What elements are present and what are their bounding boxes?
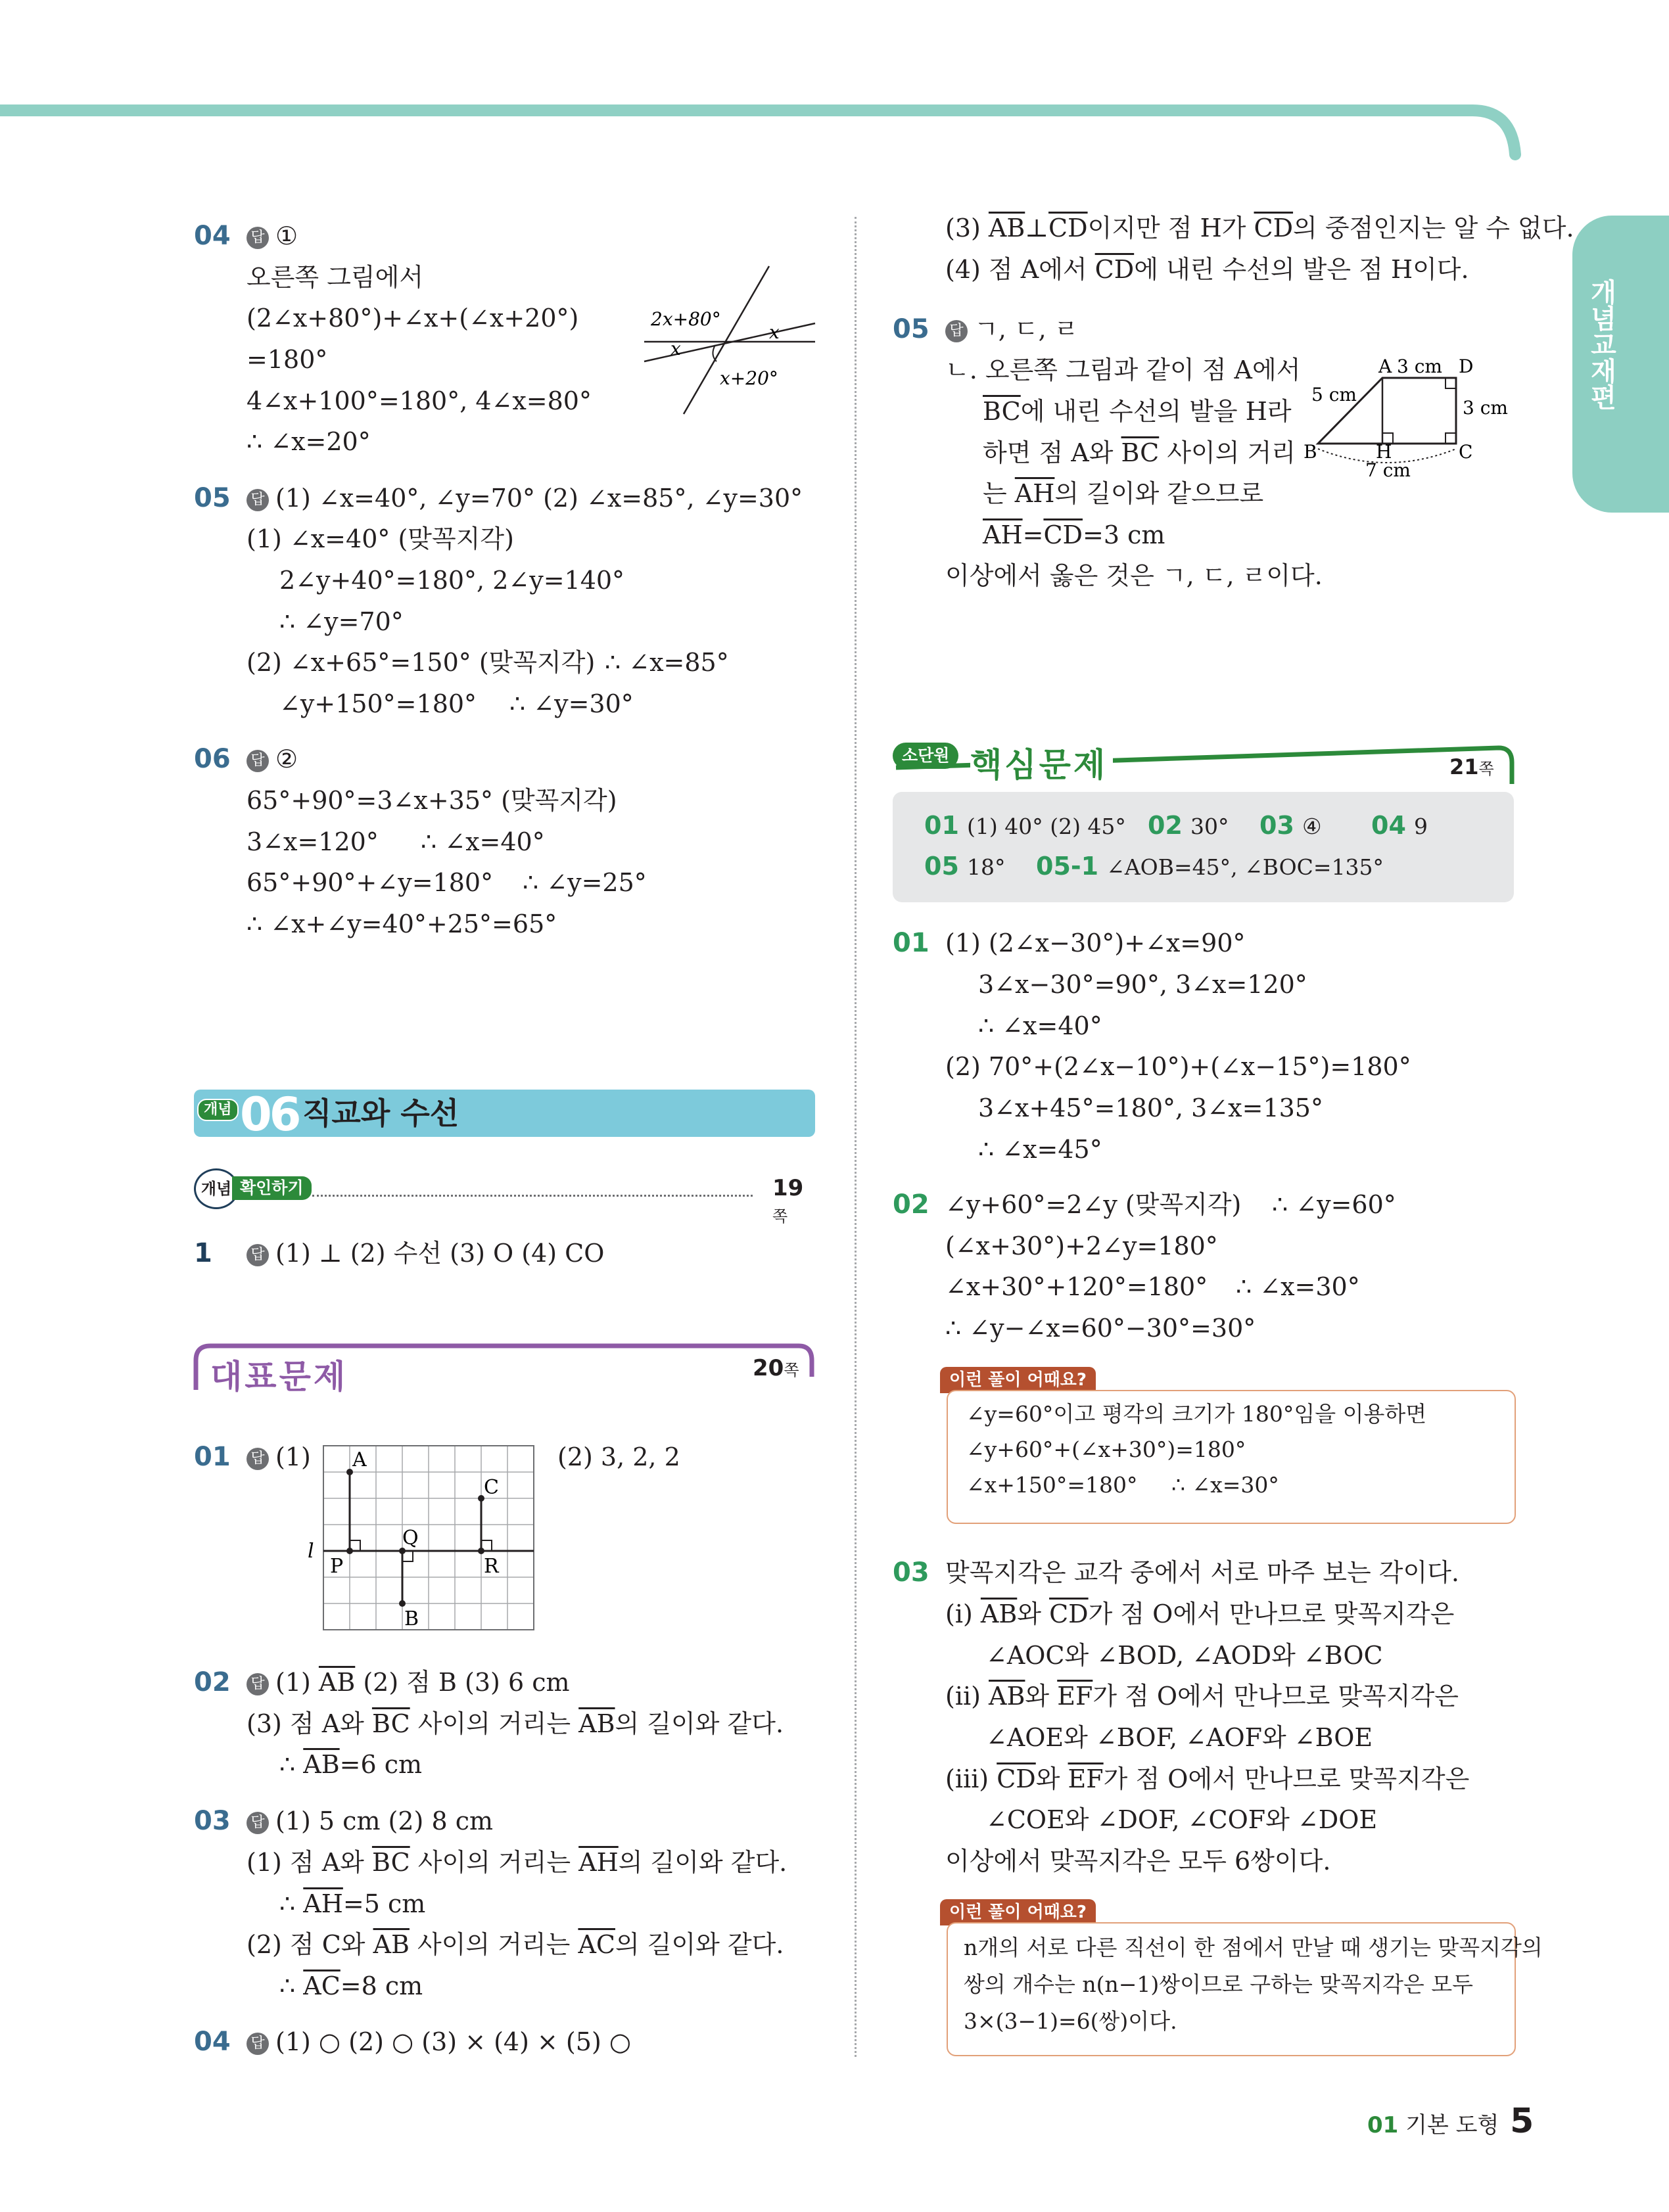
core-answer-summary: 01 (1) 40° (2) 45° 02 30° 03 ④ 04 9 05 18° 05-1 ∠AOB=45°, ∠BOC=135° [893, 792, 1514, 902]
c03-line: ∠AOE와 ∠BOF, ∠AOF와 ∠BOE [986, 1723, 1373, 1752]
svg-text:Q: Q [402, 1527, 419, 1550]
rq05-trapezoid-figure [1298, 352, 1522, 483]
answer-badge-icon: 답 [247, 1244, 269, 1266]
rq05-answer: 답 ㄱ, ㄷ, ㄹ [945, 313, 1078, 346]
answer-badge-icon: 답 [247, 2033, 269, 2055]
q05-line: ∴ ∠y=70° [279, 607, 404, 636]
answer-badge-icon: 답 [945, 320, 968, 342]
rq05-line: 하면 점 A와 $\overline{BC}$ 사이의 거리 [983, 438, 1296, 467]
page-number: 5 [1510, 2102, 1534, 2141]
core-badge: 소단원 [893, 743, 958, 769]
column-divider [855, 217, 857, 2057]
svg-text:B: B [404, 1607, 419, 1630]
q05-line: ∠y+150°=180° [279, 689, 477, 718]
rq05-line: ㄴ. 오른쪽 그림과 같이 점 A에서 [945, 356, 1301, 384]
c02-line: ∠x+30°+120°=180° [945, 1272, 1208, 1301]
rq05-line: 이상에서 옳은 것은 ㄱ, ㄷ, ㄹ이다. [945, 561, 1323, 590]
q05-line: (2) ∠x+65°=150° (맞꼭지각) [247, 648, 596, 677]
answer-badge-icon: 답 [247, 750, 269, 772]
concept-check-page: 19쪽 [772, 1175, 804, 1226]
q04-line: (2∠x+80°)+∠x+(∠x+20°) [247, 304, 579, 333]
q05-line: (1) ∠x=40° (맞꼭지각) [247, 524, 514, 553]
c02-line: ∴ ∠y=60° [1272, 1190, 1396, 1219]
q04-line: =180° [247, 345, 328, 374]
representative-title: 대표문제 [210, 1358, 348, 1396]
c03-line: 맞꼭지각은 교각 중에서 서로 마주 보는 각이다. [945, 1558, 1460, 1587]
c01-number: 01 [893, 928, 929, 958]
q05-line: ∴ ∠x=85° [605, 648, 729, 677]
c01-line: ∴ ∠x=40° [978, 1011, 1102, 1040]
section-06-banner [194, 1088, 815, 1141]
q04-line: 오른쪽 그림에서 [247, 263, 424, 292]
r04-answer: 답 (1) ○ (2) ○ (3) × (4) × (5) ○ [247, 2025, 631, 2058]
r01-answer: 답 (1) [247, 1440, 311, 1473]
r03-answer: 답 (1) 5 cm (2) 8 cm [247, 1805, 493, 1837]
svg-text:C: C [1459, 441, 1473, 463]
c02-line: ∴ ∠y−∠x=60°−30°=30° [945, 1314, 1256, 1343]
q04-number: 04 [194, 221, 231, 251]
r03-line: (1) 점 A와 $\overline{BC}$ 사이의 거리는 $\overline{AH}$의 길이와 같다. [247, 1848, 787, 1877]
top-bar [0, 99, 1525, 164]
r02-number: 02 [194, 1667, 231, 1697]
answer-badge-icon: 답 [247, 489, 269, 511]
r02-answer: 답 (1) $\overline{AB}$ (2) 점 B (3) 6 cm [247, 1666, 570, 1699]
answer-badge-icon: 답 [247, 1448, 269, 1470]
answer-badge-icon: 답 [247, 1673, 269, 1695]
c01-line: ∴ ∠x=45° [978, 1135, 1102, 1164]
r02-line: (3) 점 A와 $\overline{BC}$ 사이의 거리는 $\overline{AB}$의 길이와 같다. [247, 1709, 784, 1738]
q05-line: 2∠y+40°=180°, 2∠y=140° [279, 566, 625, 595]
svg-text:7 cm: 7 cm [1365, 459, 1411, 481]
q04-line: ∴ ∠x=20° [247, 427, 371, 456]
side-tab: 개념교재편 [1572, 216, 1669, 513]
r01-number: 01 [194, 1442, 231, 1472]
section-title: 직교와 수선 [302, 1095, 459, 1131]
q05-line: ∴ ∠y=30° [509, 689, 634, 718]
core-title: 핵심문제 [970, 739, 1113, 786]
svg-text:x: x [769, 321, 780, 343]
q06-number: 06 [194, 744, 231, 774]
q04-angle-figure [638, 263, 822, 421]
c03-line: (ⅲ) $\overline{CD}$와 $\overline{EF}$가 점 O에서 만나므로 맞꼭지각은 [945, 1764, 1470, 1793]
svg-text:R: R [484, 1555, 499, 1578]
r01-grid-figure [302, 1442, 539, 1633]
r03-line: (2) 점 C와 $\overline{AB}$ 사이의 거리는 $\overline{AC}$의 길이와 같다. [247, 1930, 784, 1959]
q06-answer: 답 ② [247, 743, 298, 775]
q06-line: ∴ ∠x=40° [421, 827, 545, 856]
tip1-tag: 이런 풀이 어때요? [940, 1367, 1096, 1393]
svg-text:3 cm: 3 cm [1463, 397, 1508, 419]
svg-text:C: C [484, 1476, 499, 1499]
answer-badge-icon: 답 [247, 1812, 269, 1834]
c03-line: (ⅱ) $\overline{AB}$와 $\overline{EF}$가 점 O에서 만나므로 맞꼭지각은 [945, 1682, 1459, 1711]
r03-line: ∴ $\overline{AH}=5$ cm [279, 1889, 426, 1918]
core-page: 21쪽 [1449, 754, 1494, 779]
page-footer: 01 기본 도형 5 [1367, 2102, 1534, 2141]
answer-badge-icon: 답 [247, 227, 269, 249]
section-number: 06 [240, 1088, 299, 1141]
svg-text:D: D [1459, 356, 1474, 377]
c01-line: (2) 70°+(2∠x−10°)+(∠x−15°)=180° [945, 1052, 1411, 1081]
svg-text:x+20°: x+20° [720, 367, 778, 389]
svg-text:l: l [308, 1540, 314, 1563]
svg-text:H: H [1376, 441, 1392, 463]
c02-number: 02 [893, 1189, 929, 1220]
c03-line: 이상에서 맞꼭지각은 모두 6쌍이다. [945, 1847, 1331, 1876]
c03-number: 03 [893, 1557, 929, 1588]
q06-line: 65°+90°=3∠x+35° (맞꼭지각) [247, 786, 617, 815]
rq05-line: $\overline{BC}$에 내린 수선의 발을 H라 [983, 397, 1292, 426]
tip2-tag: 이런 풀이 어때요? [940, 1899, 1096, 1925]
svg-text:2x+80°: 2x+80° [651, 308, 721, 330]
representative-page: 20쪽 [753, 1355, 799, 1381]
c02-line: ∠y+60°=2∠y (맞꼭지각) [945, 1190, 1242, 1219]
svg-text:P: P [330, 1555, 344, 1578]
q05-answer: 답 (1) ∠x=40°, ∠y=70° (2) ∠x=85°, ∠y=30° [247, 482, 803, 515]
r04-number: 04 [194, 2027, 231, 2057]
section-badge: 개념 [197, 1099, 239, 1121]
svg-text:A: A [1378, 356, 1392, 377]
r02-line: ∴ $\overline{AB}=6$ cm [279, 1750, 423, 1779]
c01-line: 3∠x−30°=90°, 3∠x=120° [978, 970, 1307, 999]
right-cont-line-4: (4) 점 A에서 $\overline{CD}$에 내린 수선의 발은 점 H이다. [945, 255, 1469, 284]
svg-text:3 cm: 3 cm [1397, 356, 1442, 377]
q05-number: 05 [194, 483, 231, 513]
concept-check-header: 개념 확인하기 19쪽 [194, 1168, 815, 1208]
c03-line: (ⅰ) $\overline{AB}$와 $\overline{CD}$가 점 O에서 만나므로 맞꼭지각은 [945, 1600, 1455, 1628]
q04-answer: 답 ① [247, 219, 298, 252]
q06-line: 65°+90°+∠y=180° [247, 868, 494, 897]
c02-line: (∠x+30°)+2∠y=180° [945, 1232, 1218, 1260]
r01-answer-2: (2) 3, 2, 2 [557, 1442, 680, 1471]
q06-line: ∴ ∠x+∠y=40°+25°=65° [247, 910, 557, 938]
c01-line: 3∠x+45°=180°, 3∠x=135° [978, 1094, 1323, 1122]
r03-number: 03 [194, 1806, 231, 1836]
tip1-box: ∠y=60°이고 평각의 크기가 180°임을 이용하면 ∠y+60°+(∠x+30°)=180° ∠x+150°=180° ∴ ∠x=30° [947, 1390, 1516, 1524]
tip2-box: n개의 서로 다른 직선이 한 점에서 만날 때 생기는 맞꼭지각의 쌍의 개수는 n(n−1)쌍이므로 구하는 맞꼭지각은 모두 3×(3−1)=6(쌍)이다. [947, 1922, 1516, 2056]
c03-line: ∠COE와 ∠DOF, ∠COF와 ∠DOE [986, 1805, 1378, 1834]
svg-text:A: A [352, 1448, 367, 1471]
q06-line: ∴ ∠y=25° [523, 868, 647, 897]
c02-line: ∴ ∠x=30° [1236, 1272, 1360, 1301]
rq05-number: 05 [893, 314, 929, 344]
c01-line: (1) (2∠x−30°)+∠x=90° [945, 929, 1246, 957]
r03-line: ∴ $\overline{AC}=8$ cm [279, 1971, 423, 2000]
right-cont-line-3: (3) $\overline{AB}\perp\overline{CD}$이지만 점 H가 $\overline{CD}$의 중점인지는 알 수 없다. [945, 214, 1574, 242]
svg-text:5 cm: 5 cm [1311, 384, 1357, 405]
c03-line: ∠AOC와 ∠BOD, ∠AOD와 ∠BOC [986, 1641, 1383, 1670]
q1-answer: 답 (1) ⊥ (2) 수선 (3) O (4) CO [247, 1237, 604, 1270]
svg-text:x: x [670, 338, 681, 359]
svg-text:B: B [1304, 441, 1317, 463]
q04-line: 4∠x+100°=180°, 4∠x=80° [247, 386, 592, 415]
rq05-line: 는 $\overline{AH}$의 길이와 같으므로 [983, 479, 1264, 508]
q06-line: 3∠x=120° [247, 827, 379, 856]
q1-number: 1 [194, 1238, 212, 1268]
rq05-line: $\overline{AH}=\overline{CD}=3$ cm [983, 520, 1165, 549]
